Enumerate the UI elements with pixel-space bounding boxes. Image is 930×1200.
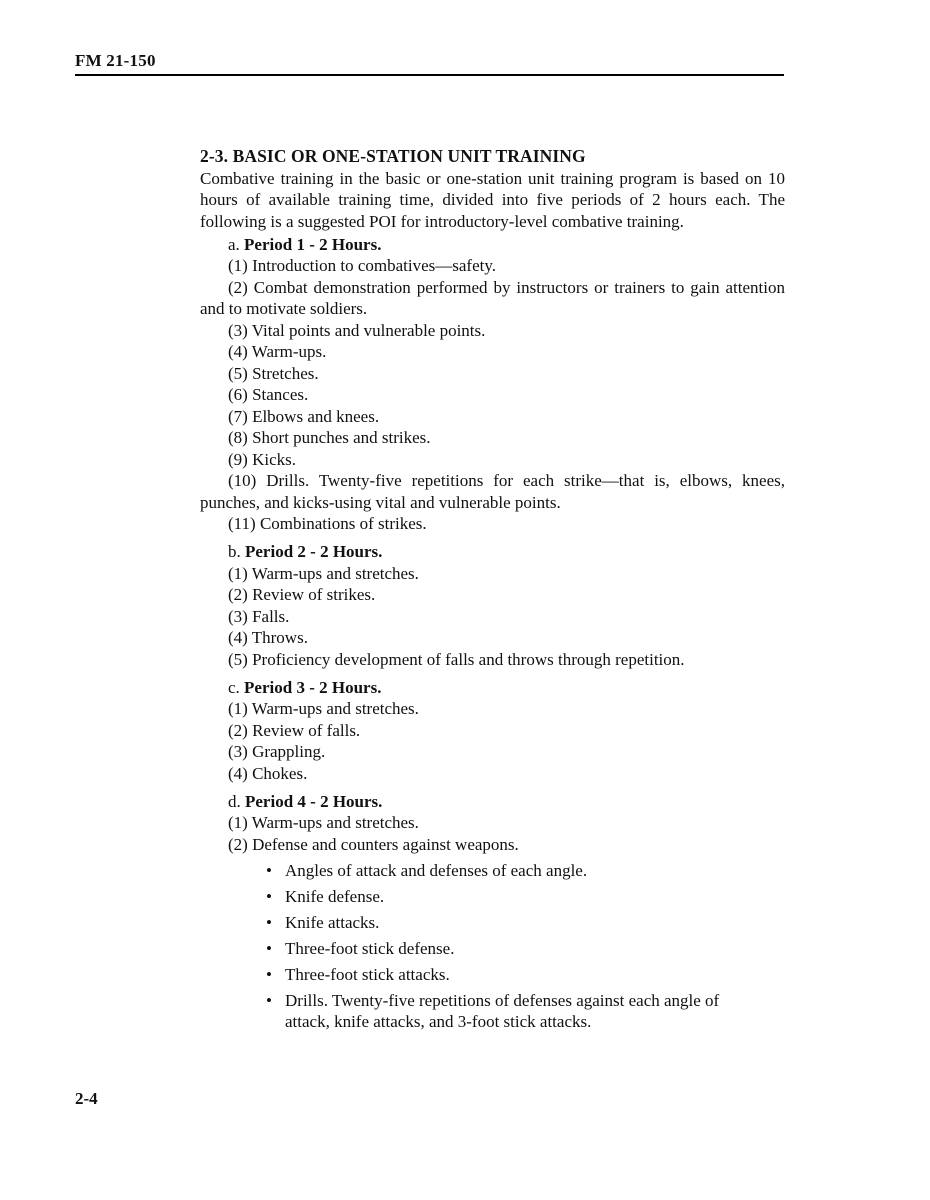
list-item: (4) Throws. xyxy=(228,628,308,647)
bullet-item xyxy=(200,886,785,908)
bullet-text: Drills. Twenty-five repetitions of defenses against each angle of attack, knife attacks, and 3-foot stick attacks. xyxy=(285,990,720,1031)
bullet-text: Angles of attack and defenses of each angle. xyxy=(285,860,588,880)
bullet-text: Knife defense. xyxy=(285,886,385,906)
period-label: d. xyxy=(228,791,241,811)
list-item: (11) Combinations of strikes. xyxy=(228,514,427,533)
list-item: (4) Warm-ups. xyxy=(228,342,327,361)
section-intro: Combative training in the basic or one-station unit training program is based on 10 hours of available training time, divided into five periods of 2 hours each. The following is a suggested POI for introductory-level combative training. xyxy=(200,168,785,231)
period-label: a. xyxy=(228,234,240,254)
bullet-icon: • xyxy=(266,860,272,880)
bullet-item xyxy=(200,964,785,986)
bullet-icon: • xyxy=(266,886,272,906)
period-heading xyxy=(200,677,785,699)
bullet-icon: • xyxy=(266,912,272,932)
manual-id: FM 21-150 xyxy=(75,51,156,70)
period-group-b xyxy=(200,541,785,670)
bullet-text: Three-foot stick defense. xyxy=(285,938,455,958)
bullet-text: Three-foot stick attacks. xyxy=(285,964,450,984)
list-item: (1) Warm-ups and stretches. xyxy=(228,563,419,583)
section-2-3 xyxy=(200,146,785,1033)
period-group-c xyxy=(200,677,785,785)
list-item: (2) Defense and counters against weapons. xyxy=(228,834,519,854)
bullet-item xyxy=(200,860,785,882)
list-item: (8) Short punches and strikes. xyxy=(228,428,431,447)
period-heading xyxy=(200,541,785,563)
bullet-list xyxy=(200,860,785,1033)
bullet-item xyxy=(200,938,785,960)
period-heading xyxy=(200,234,785,256)
page-number: 2-4 xyxy=(75,1089,98,1108)
bullet-icon: • xyxy=(266,938,272,958)
list-item: (7) Elbows and knees. xyxy=(228,406,380,426)
period-group-d xyxy=(200,791,785,1033)
period-label: c. xyxy=(228,677,240,697)
period-group-a xyxy=(200,234,785,535)
list-item: (2) Combat demonstration performed by instructors or trainers to gain attention and to motivate soldiers. xyxy=(200,277,785,318)
period-title: Period 3 - 2 Hours. xyxy=(244,677,382,697)
period-title: Period 4 - 2 Hours. xyxy=(245,791,383,811)
bullet-icon: • xyxy=(266,964,272,984)
bullet-item xyxy=(200,990,785,1033)
list-item: (5) Proficiency development of falls and throws through repetition. xyxy=(228,649,685,669)
list-item: (5) Stretches. xyxy=(228,363,319,383)
list-item: (2) Review of strikes. xyxy=(228,585,376,604)
bullet-item xyxy=(200,912,785,934)
list-item: (6) Stances. xyxy=(228,385,309,404)
list-item: (3) Falls. xyxy=(228,606,290,626)
list-item: (2) Review of falls. xyxy=(228,720,361,740)
period-label: b. xyxy=(228,542,241,561)
list-item: (9) Kicks. xyxy=(228,449,296,469)
bullet-text: Knife attacks. xyxy=(285,912,380,932)
list-item: (1) Warm-ups and stretches. xyxy=(228,813,419,832)
running-header xyxy=(75,50,784,76)
period-heading xyxy=(200,791,785,813)
list-item: (3) Grappling. xyxy=(228,742,326,761)
period-title: Period 1 - 2 Hours. xyxy=(244,234,382,254)
list-item: (10) Drills. Twenty-five repetitions for each strike—that is, elbows, knees, punches, and kicks-using vital and vulnerable points. xyxy=(200,471,785,512)
bullet-icon: • xyxy=(266,990,272,1010)
list-item: (4) Chokes. xyxy=(228,763,308,783)
list-item: (1) Warm-ups and stretches. xyxy=(228,699,419,718)
header-rule xyxy=(75,74,784,76)
list-item: (1) Introduction to combatives—safety. xyxy=(228,256,496,275)
list-item: (3) Vital points and vulnerable points. xyxy=(228,320,486,340)
section-heading: 2-3. BASIC OR ONE-STATION UNIT TRAINING xyxy=(200,146,586,166)
period-title: Period 2 - 2 Hours. xyxy=(245,542,383,561)
